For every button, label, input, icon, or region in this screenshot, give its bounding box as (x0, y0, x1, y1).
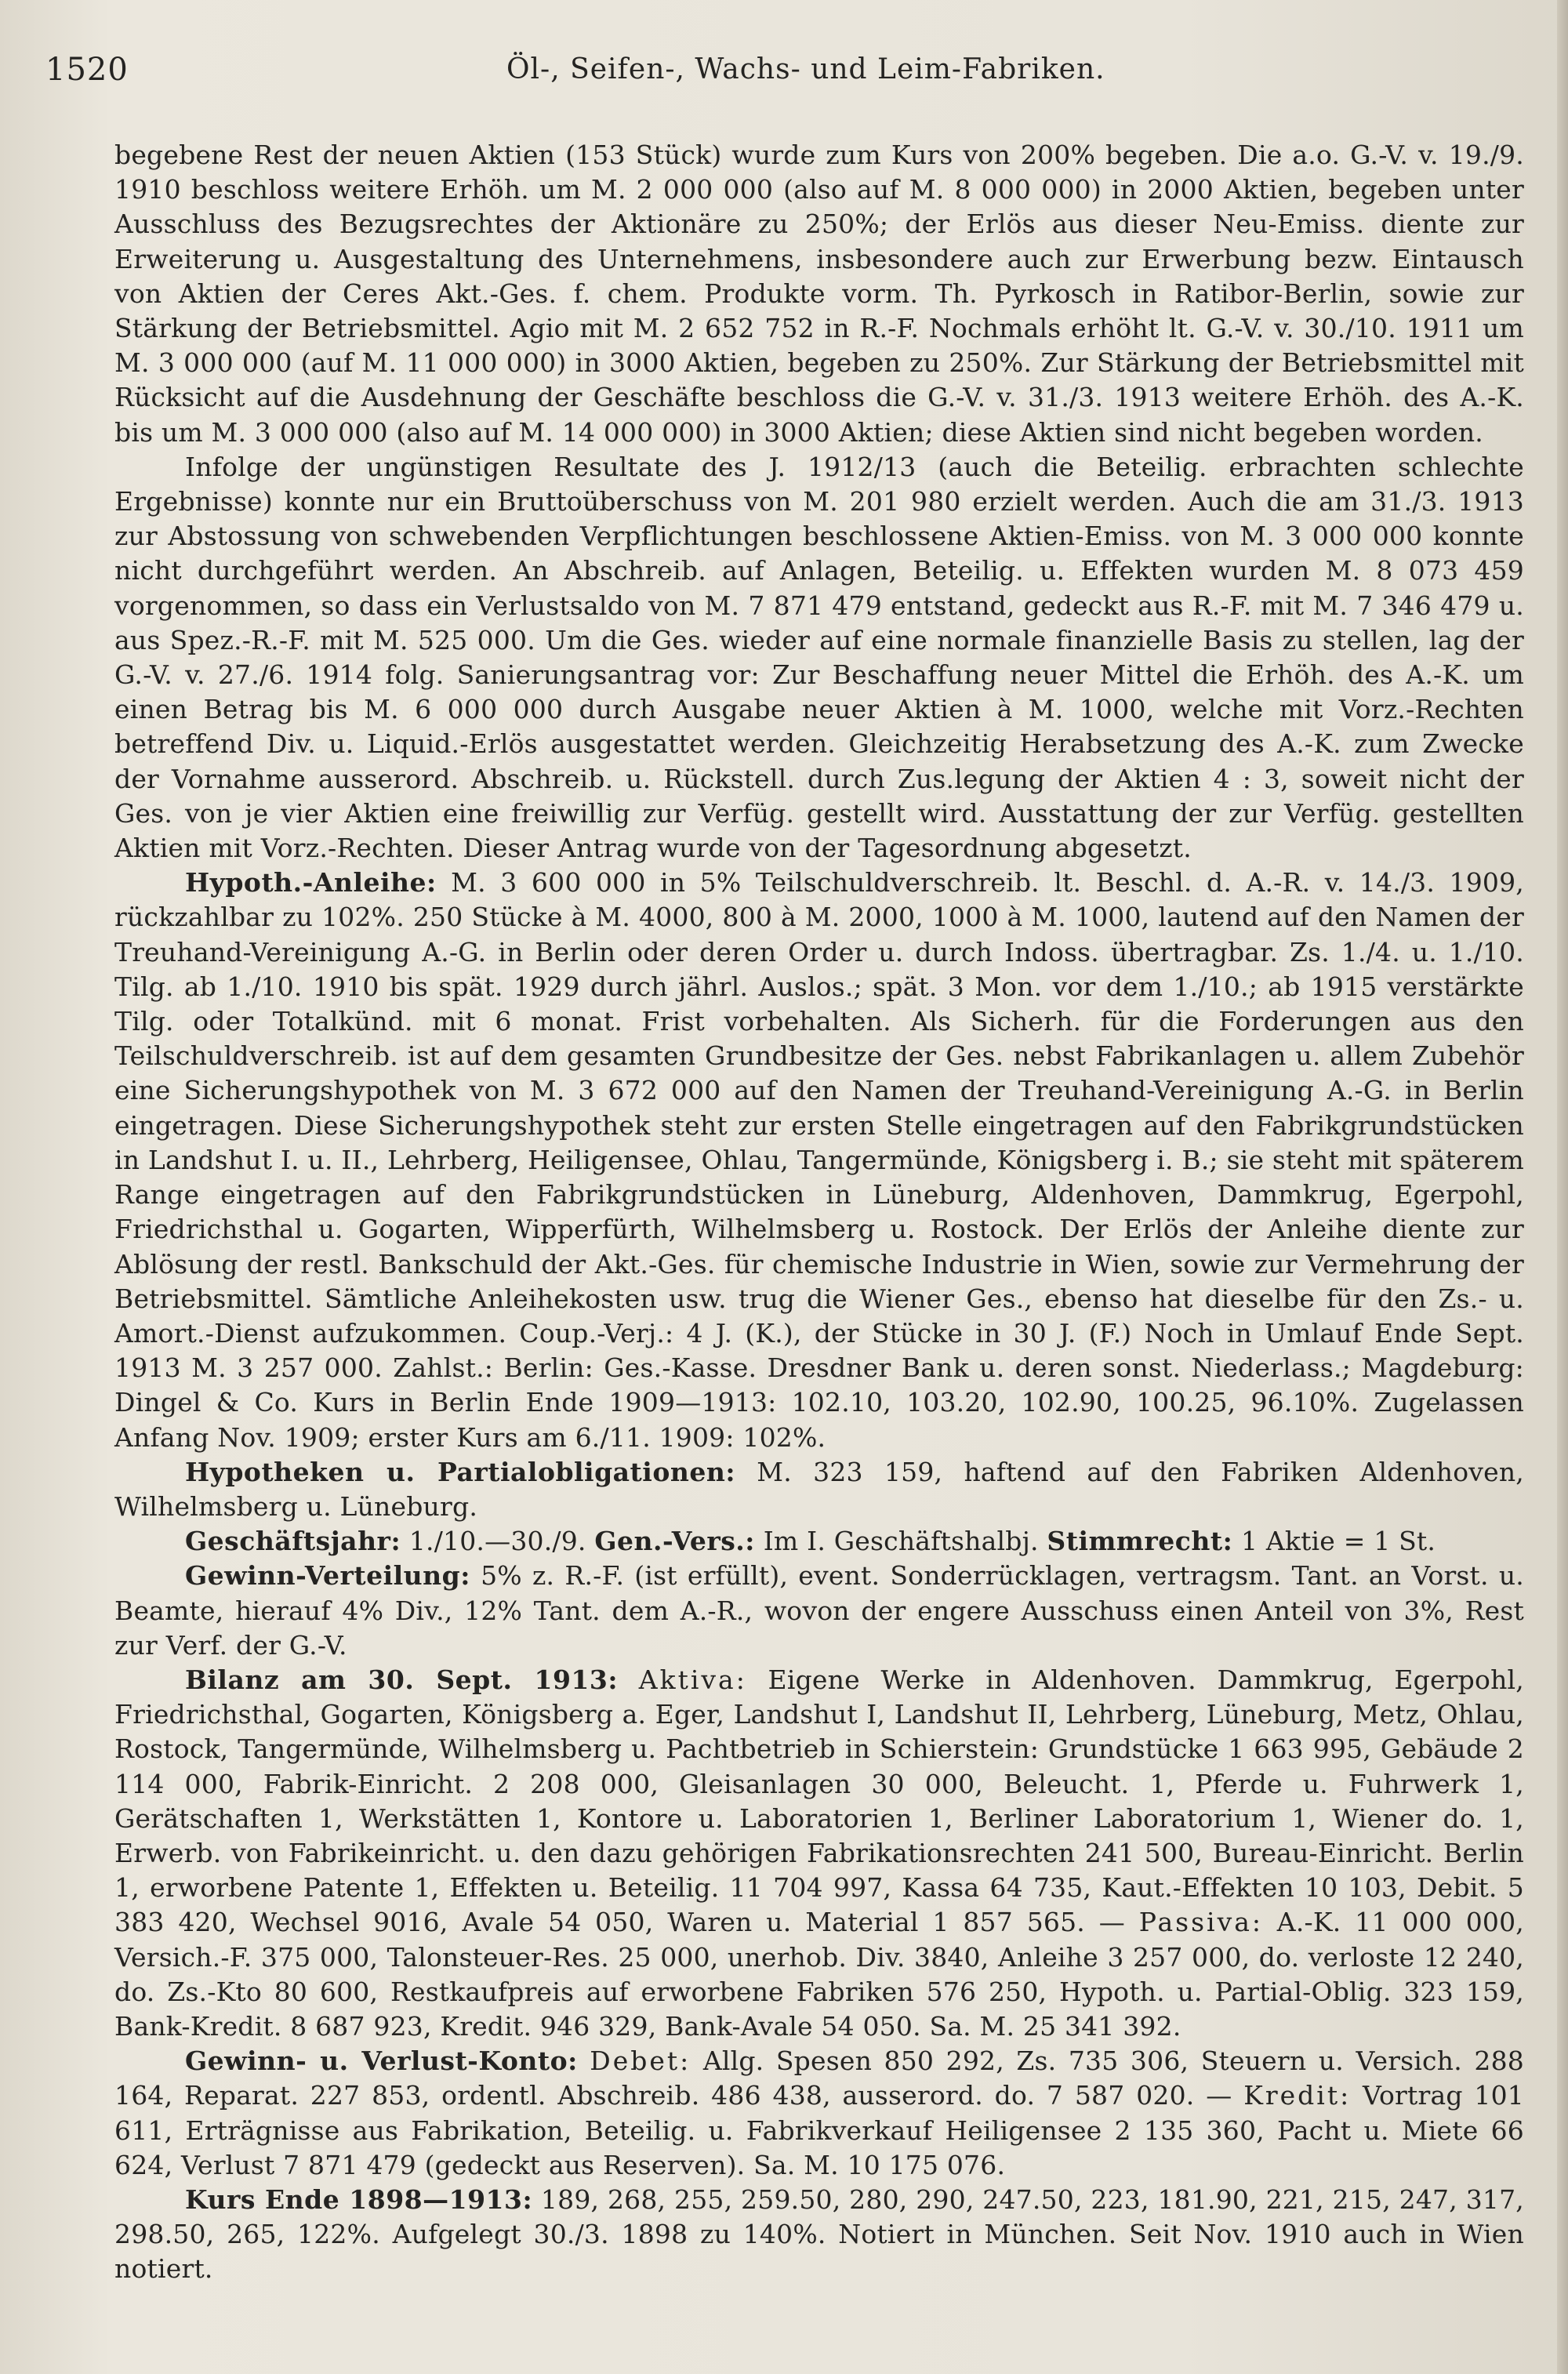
paragraph-profit-loss (114, 2044, 1524, 2183)
paragraph-mortgage-loan (114, 866, 1524, 1454)
paragraph-text: 1 Aktie = 1 St. (1240, 1526, 1436, 1557)
paragraph-restructuring (114, 450, 1524, 866)
section-lead-geschaeftsjahr: Geschäftsjahr: (185, 1526, 401, 1557)
section-lead-hypoth-anleihe: Hypoth.-Anleihe: (185, 867, 437, 898)
paragraph-text: M. 3 600 000 in 5% Teilschuldverschreib. lt. Beschl. d. A.-R. v. 14./3. 1909, rückzahlbar zu 102%. 250 Stücke à M. 4000, 800 à M. 2000, 1000 à M. 1000, lautend auf den Namen der Treuhand-Vereinigung A.-G. in Berlin oder deren Order u. durch Indoss. übertragbar. Zs. 1./4. u. 1./10. Tilg. ab 1./10. 1910 bis spät. 1929 durch jährl. Auslos.; spät. 3 Mon. vor dem 1./10.; ab 1915 verstärkte Tilg. oder Totalkünd. mit 6 monat. Frist vorbehalten. Als Sicherh. für die Forderungen aus den Teilschuldverschreib. ist auf dem gesamten Grundbesitze der Ges. nebst Fabrikanlagen u. allem Zubehör eine Sicherungshypothek von M. 3 672 000 auf den Namen der Treuhand-Vereinigung A.-G. in Berlin eingetragen. Diese Sicherungshypothek steht zur ersten Stelle eingetragen auf den Fabrikgrundstücken in Landshut I. u. II., Lehrberg, Heiligensee, Ohlau, Tangermünde, Königsberg i. B.; sie steht mit späterem Range eingetragen auf den Fabrikgrundstücken in Lüneburg, Aldenhoven, Dammkrug, Egerpohl, Friedrichsthal u. Gogarten, Wipperfürth, Wilhelmsberg u. Rostock. Der Erlös der Anleihe diente zur Ablösung der restl. Bankschuld der Akt.-Ges. für chemische Industrie in Wien, sowie zur Vermehrung der Betriebsmittel. Sämtliche Anleihekosten usw. trug die Wiener Ges., ebenso hat dieselbe für den Zs.- u. Amort.-Dienst aufzukommen. Coup.-Verj.: 4 J. (K.), der Stücke in 30 J. (F.) Noch in Umlauf Ende Sept. 1913 M. 3 257 000. Zahlst.: Berlin: Ges.-Kasse. Dresdner Bank u. deren sonst. Niederlass.; Magdeburg: Dingel & Co. Kurs in Berlin Ende 1909—1913: 102.10, 103.20, 102.90, 100.25, 96.10%. Zugelassen Anfang Nov. 1909; erster Kurs am 6./11. 1909: 102%. (114, 867, 1524, 1453)
section-lead-gewinn-verlust: Gewinn- u. Verlust-Konto: (185, 2045, 578, 2077)
paragraph-text: Im I. Geschäftshalbj. (763, 1526, 1039, 1557)
label-aktiva: Aktiva: (638, 1664, 747, 1695)
label-passiva: Passiva: (1138, 1907, 1264, 1938)
label-debet: Debet: (590, 2045, 691, 2077)
section-lead-stimmrecht: Stimmrecht: (1047, 1526, 1233, 1557)
paragraph-text: Eigene Werke in Aldenhoven. Dammkrug, Egerpohl, Friedrichsthal, Gogarten, Königsberg a. Eger, Landshut I, Landshut II, Lehrberg, Lüneburg, Metz, Ohlau, Rostock, Tangermünde, Wilhelmsberg u. Pachtbetrieb in Schierstein: Grundstücke 1 663 995, Gebäude 2 114 000, Fabrik-Einricht. 2 208 000, Gleisanlagen 30 000, Beleucht. 1, Pferde u. Fuhrwerk 1, Gerätschaften 1, Werkstätten 1, Kontore u. Laboratorien 1, Berliner Laboratorium 1, Wiener do. 1, Erwerb. von Fabrikeinricht. u. den dazu gehörigen Fabrikationsrechten 241 500, Bureau-Einricht. Berlin 1, erworbene Patente 1, Effekten u. Beteilig. 11 704 997, Kassa 64 735, Kaut.-Effekten 10 103, Debit. 5 383 420, Wechsel 9016, Avale 54 050, Waren u. Material 1 857 565. — (114, 1664, 1524, 1938)
paragraph-text: Allg. Spesen 850 292, Zs. 735 306, Steuern u. Versich. 288 164, Reparat. 227 853, ordentl. Abschreib. 486 438, ausserord. do. 7 587 020. — (114, 2045, 1524, 2111)
paragraph-text: Infolge der ungünstigen Resultate des J. 1912/13 (auch die Beteilig. erbrachten schlechte Ergebnisse) konnte nur ein Bruttoüberschuss von M. 201 980 erzielt werden. Auch die am 31./3. 1913 zur Abstossung von schwebenden Verpflichtungen beschlossene Aktien-Emiss. von M. 3 000 000 konnte nicht durchgeführt werden. An Abschreib. auf Anlagen, Beteilig. u. Effekten wurden M. 8 073 459 vorgenommen, so dass ein Verlustsaldo von M. 7 871 479 entstand, gedeckt aus R.-F. mit M. 7 346 479 u. aus Spez.-R.-F. mit M. 525 000. Um die Ges. wieder auf eine normale finanzielle Basis zu stellen, lag der G.-V. v. 27./6. 1914 folg. Sanierungsantrag vor: Zur Beschaffung neuer Mittel die Erhöh. des A.-K. um einen Betrag bis M. 6 000 000 durch Ausgabe neuer Aktien à M. 1000, welche mit Vorz.-Rechten betreffend Div. u. Liquid.-Erlös ausgestattet werden. Gleichzeitig Herabsetzung des A.-K. zum Zwecke der Vornahme ausserord. Abschreib. u. Rückstell. durch Zus.legung der Aktien 4 : 3, soweit nicht der Ges. von je vier Aktien eine freiwillig zur Verfüg. gestellt wird. Ausstattung der zur Verfüg. gestellten Aktien mit Vorz.-Rechten. Dieser Antrag wurde von der Tagesordnung abgesetzt. (114, 451, 1524, 864)
paragraph-fiscal-year (114, 1524, 1524, 1559)
section-lead-kurs: Kurs Ende 1898—1913: (185, 2183, 533, 2215)
paragraph-profit-distribution (114, 1559, 1524, 1663)
paragraph-text: Vortrag 101 611, Erträgnisse aus Fabrikation, Beteilig. u. Fabrikverkauf Heiligensee 2 135 360, Pacht u. Miete 66 624, Verlust 7 871 479 (gedeckt aus Reserven). Sa. M. 10 175 076. (114, 2080, 1524, 2180)
paragraph-capital-increase (114, 138, 1524, 450)
page-header (45, 44, 1524, 100)
section-lead-bilanz: Bilanz am 30. Sept. 1913: (185, 1664, 619, 1695)
running-title: Öl-, Seifen-, Wachs- und Leim-Fabriken. (506, 53, 1105, 85)
paragraph-mortgages (114, 1455, 1524, 1524)
paragraph-text: 5% z. R.-F. (ist erfüllt), event. Sonderrücklagen, vertragsm. Tant. an Vorst. u. Beamte, hierauf 4% Div., 12% Tant. dem A.-R., wovon der engere Ausschuss einen Anteil von 3%, Rest zur Verf. der G.-V. (114, 1560, 1524, 1661)
paragraph-balance-sheet (114, 1663, 1524, 2044)
paragraph-text: 189, 268, 255, 259.50, 280, 290, 247.50, 223, 181.90, 221, 215, 247, 317, 298.50, 265, 122%. Aufgelegt 30./3. 1898 zu 140%. Notiert in München. Seit Nov. 1910 auch in Wien notiert. (114, 2183, 1524, 2285)
section-lead-gewinn-verteilung: Gewinn-Verteilung: (185, 1560, 470, 1592)
section-lead-hypotheken: Hypotheken u. Partialobligationen: (185, 1456, 736, 1487)
paragraph-text: begebene Rest der neuen Aktien (153 Stück) wurde zum Kurs von 200% begeben. Die a.o. G.-V. v. 19./9. 1910 beschloss weitere Erhöh. um M. 2 000 000 (also auf M. 8 000 000) in 2000 Aktien, begeben unter Ausschluss des Bezugsrechtes der Aktionäre zu 250%; der Erlös aus dieser Neu-Emiss. diente zur Erweiterung u. Ausgestaltung des Unternehmens, insbesondere auch zur Erwerbung bezw. Eintausch von Aktien der Ceres Akt.-Ges. f. chem. Produkte vorm. Th. Pyrkosch in Ratibor-Berlin, sowie zur Stärkung der Betriebsmittel. Agio mit M. 2 652 752 in R.-F. Nochmals erhöht lt. G.-V. v. 30./10. 1911 um M. 3 000 000 (auf M. 11 000 000) in 3000 Aktien, begeben zu 250%. Zur Stärkung der Betriebsmittel mit Rücksicht auf die Ausdehnung der Geschäfte beschloss die G.-V. v. 31./3. 1913 weitere Erhöh. des A.-K. bis um M. 3 000 000 (also auf M. 14 000 000) in 3000 Aktien; diese Aktien sind nicht begeben worden. (114, 140, 1524, 448)
paragraph-share-prices (114, 2183, 1524, 2287)
paragraph-text: A.-K. 11 000 000, Versich.-F. 375 000, Talonsteuer-Res. 25 000, unerhob. Div. 3840, Anleihe 3 257 000, do. verloste 12 240, do. Zs.-Kto 80 600, Restkaufpreis auf erworbene Fabriken 576 250, Hypoth. u. Partial-Oblig. 323 159, Bank-Kredit. 8 687 923, Kredit. 946 329, Bank-Avale 54 050. Sa. M. 25 341 392. (114, 1907, 1524, 2042)
page-number: 1520 (45, 52, 129, 88)
paragraph-text: M. 323 159, haftend auf den Fabriken Aldenhoven, Wilhelmsberg u. Lüneburg. (114, 1456, 1524, 1522)
section-lead-gen-vers: Gen.-Vers.: (594, 1526, 755, 1557)
paragraph-text: 1./10.—30./9. (408, 1526, 586, 1557)
page-spine-shadow (1557, 0, 1568, 2374)
label-kredit: Kredit: (1243, 2080, 1352, 2111)
